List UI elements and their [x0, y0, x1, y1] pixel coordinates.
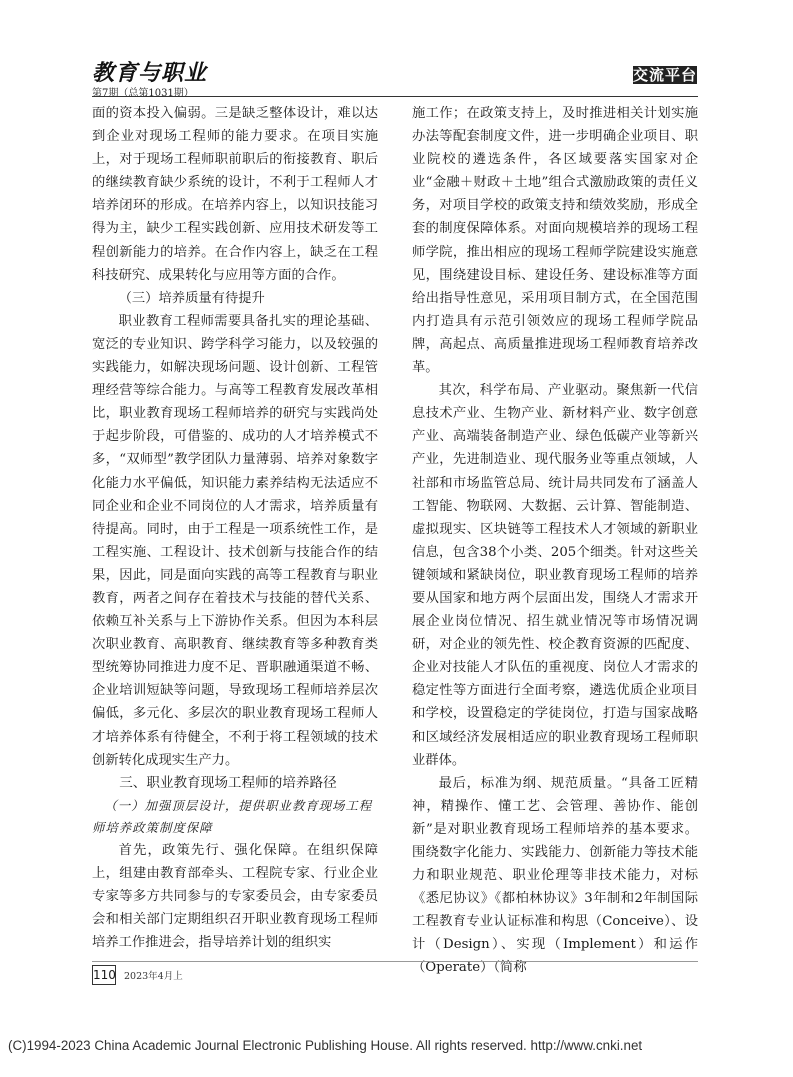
paragraph: 施工作；在政策支持上，及时推进相关计划实施办法等配套制度文件，进一步明确企业项目、职业院校的遴选条件，各区域要落实国家对企业“金融＋财政＋土地”组合式激励政策的责任义务，对项目学校的政策支持和绩效奖励，形成全套的制度保障体系。对面向规模培养的现场工程师学院，推出相应的现场工程师学院建设实施意见，围绕建设目标、建设任务、建设标准等方面给出指导性意见，采用项目制方式，在全国范围内打造具有示范引领效应的现场工程师学院品牌，高起点、高质量推进现场工程师教育培养改革。 [412, 106, 698, 376]
page-number: 110 [92, 965, 116, 985]
right-column [412, 102, 698, 980]
journal-title: 教育与职业 [92, 60, 208, 86]
issue-date: 2023年4月上 [124, 971, 183, 982]
copyright-line: (C)1994-2023 China Academic Journal Electronic Publishing House. All rights reserved. http://www.cnki.net [8, 1038, 643, 1053]
paragraph: 面的资本投入偏弱。三是缺乏整体设计，难以达到企业对现场工程师的能力要求。在项目实施上，对于现场工程师职前职后的衔接教育、职后的继续教育缺少系统的设计，不利于工程师人才培养闭环的形成。在培养内容上，以知识技能习得为主，缺少工程实践创新、应用技术研发等工程创新能力的培养。在合作内容上，缺乏在工程科技研究、成果转化与应用等方面的合作。 [92, 106, 378, 283]
section-tag: 交流平台 [633, 66, 698, 84]
section-heading: （一）加强顶层设计，提供职业教育现场工程师培养政策制度保障 [92, 797, 373, 835]
issue-number: 第7期（总第1031期） [92, 88, 194, 99]
section-heading: 三、职业教育现场工程师的培养路径 [119, 774, 337, 791]
header-rule [92, 96, 698, 97]
section-heading: （三）培养质量有待提升 [118, 290, 265, 306]
masthead [0, 0, 793, 99]
paragraph: 其次，科学布局、产业驱动。聚焦新一代信息技术产业、生物产业、新材料产业、数字创意产业、高端装备制造产业、绿色低碳产业等新兴产业，先进制造业、现代服务业等重点领域，人社部和市场监管总局、统计局共同发布了涵盖人工智能、物联网、大数据、云计算、智能制造、虚拟现实、区块链等工程技术人才领域的新职业信息，包含38个小类、205个细类。针对这些关键领域和紧缺岗位，职业教育现场工程师的培养要从国家和地方两个层面出发，围绕人才需求开展企业岗位情况、招生就业情况等市场情况调研，对企业的领先性、校企教育资源的匹配度、企业对技能人才队伍的重视度、岗位人才需求的稳定性等方面进行全面考察，遴选优质企业项目和学校，设置稳定的学徒岗位，打造与国家战略和区域经济发展相适应的职业教育现场工程师职业群体。 [412, 383, 698, 768]
paragraph: 职业教育工程师需要具备扎实的理论基础、宽泛的专业知识、跨学科学习能力，以及较强的实践能力，如解决现场问题、设计创新、工程管理经营等综合能力。与高等工程教育发展改革相比，职业教育现场工程师培养的研究与实践尚处于起步阶段，可借鉴的、成功的人才培养模式不多，“双师型”教学团队力量薄弱、培养对象数字化能力水平偏低，知识能力素养结构无法适应不同企业和企业不同岗位的人才需求，培养质量有待提高。同时，由于工程是一项系统性工作，是工程实施、工程设计、技术创新与技能合作的结果，因此，同是面向实践的高等工程教育与职业教育，两者之间存在着技术与技能的替代关系、依赖互补关系与上下游协作关系。但因为本科层次职业教育、高职教育、继续教育等多种教育类型统筹协同推进力度不足、晋职融通渠道不畅、企业培训短缺等问题，导致现场工程师培养层次偏低，多元化、多层次的职业教育现场工程师人才培养体系有待健全，不利于将工程领域的技术创新转化成现实生产力。 [92, 313, 378, 768]
footer-rule [92, 961, 698, 962]
left-column [92, 102, 378, 954]
paragraph: 最后，标准为纲、规范质量。“具备工匠精神，精操作、懂工艺、会管理、善协作、能创新”是对职业教育现场工程师培养的基本要求。围绕数字化能力、实践能力、创新能力等技术能力和职业规范、职业伦理等非技术能力，对标《悉尼协议》《都柏林协议》3年制和2年制国际工程教育专业认证标准和构思（Conceive）、设计（Design）、实现（Implement）和运作（Operate）（简称 [412, 775, 698, 976]
paragraph: 首先，政策先行、强化保障。在组织保障上，组建由教育部牵头、工程院专家、行业企业专家等多方共同参与的专家委员会，由专家委员会和相关部门定期组织召开职业教育现场工程师培养工作推进会，指导培养计划的组织实 [92, 842, 378, 951]
